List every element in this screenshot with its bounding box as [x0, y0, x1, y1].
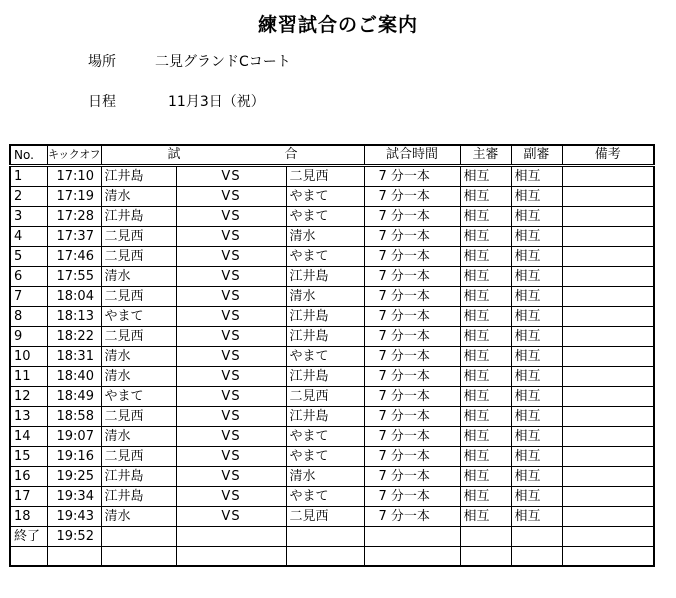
cell-kickoff-time: 17:46 [47, 247, 101, 267]
cell-note [562, 327, 654, 347]
cell-assistant-referee: 相互 [511, 166, 562, 187]
cell-note [562, 247, 654, 267]
cell-kickoff-time: 17:28 [47, 207, 101, 227]
table-row [10, 427, 654, 447]
schedule-body [10, 166, 654, 567]
cell-away-team: 二見西 [286, 387, 364, 407]
cell-away-team: 清水 [286, 287, 364, 307]
header-assistant-referee: 副審 [511, 145, 562, 166]
cell-vs: VS [176, 347, 286, 367]
cell-home-team: 清水 [101, 507, 176, 527]
cell-no: 10 [10, 347, 47, 367]
cell-kickoff-time: 19:07 [47, 427, 101, 447]
cell-home-team [101, 527, 176, 547]
cell-kickoff-time: 18:49 [47, 387, 101, 407]
table-row [10, 387, 654, 407]
cell-referee: 相互 [460, 407, 511, 427]
table-header-row [10, 145, 654, 166]
cell-home-team: やまて [101, 387, 176, 407]
cell-no: 11 [10, 367, 47, 387]
cell-home-team: 二見西 [101, 407, 176, 427]
cell-kickoff-time: 18:31 [47, 347, 101, 367]
cell-referee [460, 547, 511, 567]
cell-duration: 7 分一本 [364, 227, 460, 247]
cell-no: 12 [10, 387, 47, 407]
cell-vs: VS [176, 407, 286, 427]
cell-kickoff-time: 19:34 [47, 487, 101, 507]
cell-assistant-referee: 相互 [511, 287, 562, 307]
cell-no: 8 [10, 307, 47, 327]
cell-away-team [286, 527, 364, 547]
table-row [10, 227, 654, 247]
cell-duration: 7 分一本 [364, 447, 460, 467]
cell-away-team: 江井島 [286, 407, 364, 427]
cell-assistant-referee: 相互 [511, 487, 562, 507]
cell-kickoff-time: 19:25 [47, 467, 101, 487]
cell-kickoff-time: 19:52 [47, 527, 101, 547]
cell-note [562, 547, 654, 567]
cell-kickoff-time [47, 547, 101, 567]
table-row [10, 467, 654, 487]
cell-vs: VS [176, 307, 286, 327]
cell-assistant-referee: 相互 [511, 507, 562, 527]
table-row [10, 207, 654, 227]
cell-referee: 相互 [460, 347, 511, 367]
table-row [10, 547, 654, 567]
cell-home-team: 江井島 [101, 487, 176, 507]
venue-value: 二見グランドCコート [155, 54, 291, 70]
cell-duration: 7 分一本 [364, 247, 460, 267]
cell-note [562, 467, 654, 487]
cell-kickoff-time: 18:13 [47, 307, 101, 327]
cell-away-team: やまて [286, 187, 364, 207]
table-row [10, 187, 654, 207]
cell-home-team [101, 547, 176, 567]
cell-vs: VS [176, 367, 286, 387]
cell-no: 17 [10, 487, 47, 507]
cell-vs: VS [176, 247, 286, 267]
cell-kickoff-time: 18:40 [47, 367, 101, 387]
date-label: 日程 [88, 94, 116, 110]
cell-referee: 相互 [460, 447, 511, 467]
cell-no [10, 547, 47, 567]
cell-duration: 7 分一本 [364, 467, 460, 487]
cell-no: 15 [10, 447, 47, 467]
cell-no: 3 [10, 207, 47, 227]
cell-vs: VS [176, 327, 286, 347]
header-referee: 主審 [460, 145, 511, 166]
cell-referee: 相互 [460, 247, 511, 267]
cell-duration: 7 分一本 [364, 427, 460, 447]
cell-referee: 相互 [460, 307, 511, 327]
cell-note [562, 367, 654, 387]
cell-home-team: 二見西 [101, 287, 176, 307]
cell-away-team: 二見西 [286, 166, 364, 187]
cell-assistant-referee: 相互 [511, 327, 562, 347]
cell-kickoff-time: 19:16 [47, 447, 101, 467]
cell-note [562, 447, 654, 467]
cell-home-team: 清水 [101, 267, 176, 287]
cell-assistant-referee: 相互 [511, 447, 562, 467]
cell-no: 9 [10, 327, 47, 347]
cell-vs [176, 547, 286, 567]
cell-referee: 相互 [460, 507, 511, 527]
table-row [10, 527, 654, 547]
cell-home-team: 江井島 [101, 166, 176, 187]
cell-home-team: 清水 [101, 367, 176, 387]
cell-home-team: 二見西 [101, 447, 176, 467]
cell-away-team: やまて [286, 247, 364, 267]
cell-duration: 7 分一本 [364, 507, 460, 527]
cell-home-team: 二見西 [101, 247, 176, 267]
cell-no: 18 [10, 507, 47, 527]
cell-no: 16 [10, 467, 47, 487]
table-row [10, 367, 654, 387]
cell-no: 7 [10, 287, 47, 307]
cell-vs: VS [176, 207, 286, 227]
cell-duration: 7 分一本 [364, 347, 460, 367]
header-match: 試 合 [101, 145, 364, 166]
cell-assistant-referee: 相互 [511, 267, 562, 287]
cell-home-team: 江井島 [101, 467, 176, 487]
cell-assistant-referee: 相互 [511, 227, 562, 247]
cell-away-team: やまて [286, 347, 364, 367]
cell-assistant-referee: 相互 [511, 307, 562, 327]
page-title: 練習試合のご案内 [257, 14, 418, 36]
cell-assistant-referee: 相互 [511, 467, 562, 487]
table-row [10, 166, 654, 187]
cell-no: 14 [10, 427, 47, 447]
cell-vs: VS [176, 166, 286, 187]
cell-referee: 相互 [460, 187, 511, 207]
cell-assistant-referee: 相互 [511, 347, 562, 367]
cell-note [562, 407, 654, 427]
cell-kickoff-time: 19:43 [47, 507, 101, 527]
cell-referee: 相互 [460, 487, 511, 507]
cell-vs: VS [176, 287, 286, 307]
cell-no: 5 [10, 247, 47, 267]
cell-home-team: 清水 [101, 187, 176, 207]
cell-referee: 相互 [460, 207, 511, 227]
cell-assistant-referee: 相互 [511, 207, 562, 227]
cell-away-team: 清水 [286, 467, 364, 487]
cell-duration: 7 分一本 [364, 287, 460, 307]
cell-home-team: 江井島 [101, 207, 176, 227]
header-kickoff: キックオフ [47, 145, 101, 166]
cell-kickoff-time: 17:55 [47, 267, 101, 287]
cell-referee: 相互 [460, 267, 511, 287]
cell-no: 4 [10, 227, 47, 247]
cell-duration: 7 分一本 [364, 407, 460, 427]
cell-vs: VS [176, 507, 286, 527]
cell-home-team: 清水 [101, 427, 176, 447]
cell-no: 13 [10, 407, 47, 427]
table-row [10, 327, 654, 347]
cell-vs: VS [176, 187, 286, 207]
cell-away-team: やまて [286, 207, 364, 227]
venue-label: 場所 [88, 54, 116, 70]
cell-note [562, 187, 654, 207]
cell-no: 終了 [10, 527, 47, 547]
cell-vs: VS [176, 447, 286, 467]
cell-duration: 7 分一本 [364, 367, 460, 387]
cell-home-team: やまて [101, 307, 176, 327]
match-schedule-table [9, 144, 655, 567]
cell-referee [460, 527, 511, 547]
table-row [10, 407, 654, 427]
cell-assistant-referee: 相互 [511, 367, 562, 387]
cell-note [562, 427, 654, 447]
cell-assistant-referee: 相互 [511, 407, 562, 427]
table-row [10, 307, 654, 327]
cell-vs: VS [176, 467, 286, 487]
cell-vs: VS [176, 487, 286, 507]
cell-away-team: やまて [286, 427, 364, 447]
cell-kickoff-time: 18:04 [47, 287, 101, 307]
cell-referee: 相互 [460, 427, 511, 447]
cell-vs: VS [176, 387, 286, 407]
cell-kickoff-time: 17:37 [47, 227, 101, 247]
cell-away-team: 二見西 [286, 507, 364, 527]
header-no: No. [10, 145, 47, 166]
table-row [10, 447, 654, 467]
cell-note [562, 207, 654, 227]
table-row [10, 287, 654, 307]
cell-note [562, 166, 654, 187]
cell-vs: VS [176, 227, 286, 247]
cell-home-team: 二見西 [101, 227, 176, 247]
date-value: 11月3日（祝） [168, 94, 265, 110]
cell-referee: 相互 [460, 227, 511, 247]
cell-assistant-referee: 相互 [511, 187, 562, 207]
table-row [10, 267, 654, 287]
cell-away-team: やまて [286, 447, 364, 467]
cell-away-team: 清水 [286, 227, 364, 247]
cell-no: 1 [10, 166, 47, 187]
cell-note [562, 307, 654, 327]
table-row [10, 247, 654, 267]
table-row [10, 347, 654, 367]
cell-duration: 7 分一本 [364, 267, 460, 287]
cell-note [562, 507, 654, 527]
cell-note [562, 487, 654, 507]
cell-no: 2 [10, 187, 47, 207]
cell-duration: 7 分一本 [364, 487, 460, 507]
cell-kickoff-time: 17:10 [47, 166, 101, 187]
cell-duration: 7 分一本 [364, 187, 460, 207]
cell-assistant-referee [511, 527, 562, 547]
cell-note [562, 227, 654, 247]
cell-away-team: 江井島 [286, 267, 364, 287]
cell-away-team: やまて [286, 487, 364, 507]
cell-vs: VS [176, 267, 286, 287]
cell-duration: 7 分一本 [364, 166, 460, 187]
cell-duration: 7 分一本 [364, 207, 460, 227]
cell-referee: 相互 [460, 287, 511, 307]
header-duration: 試合時間 [364, 145, 460, 166]
cell-duration: 7 分一本 [364, 307, 460, 327]
cell-referee: 相互 [460, 367, 511, 387]
cell-note [562, 347, 654, 367]
cell-assistant-referee [511, 547, 562, 567]
table-row [10, 507, 654, 527]
header-notes: 備考 [562, 145, 654, 166]
cell-away-team: 江井島 [286, 307, 364, 327]
cell-duration: 7 分一本 [364, 387, 460, 407]
cell-kickoff-time: 18:22 [47, 327, 101, 347]
cell-assistant-referee: 相互 [511, 427, 562, 447]
cell-no: 6 [10, 267, 47, 287]
cell-referee: 相互 [460, 467, 511, 487]
cell-note [562, 267, 654, 287]
cell-duration [364, 547, 460, 567]
cell-away-team: 江井島 [286, 327, 364, 347]
cell-kickoff-time: 18:58 [47, 407, 101, 427]
cell-referee: 相互 [460, 387, 511, 407]
cell-kickoff-time: 17:19 [47, 187, 101, 207]
cell-away-team: 江井島 [286, 367, 364, 387]
cell-duration [364, 527, 460, 547]
cell-referee: 相互 [460, 166, 511, 187]
cell-vs [176, 527, 286, 547]
cell-note [562, 527, 654, 547]
cell-referee: 相互 [460, 327, 511, 347]
cell-note [562, 387, 654, 407]
cell-home-team: 清水 [101, 347, 176, 367]
cell-note [562, 287, 654, 307]
cell-duration: 7 分一本 [364, 327, 460, 347]
cell-away-team [286, 547, 364, 567]
cell-home-team: 二見西 [101, 327, 176, 347]
cell-assistant-referee: 相互 [511, 247, 562, 267]
table-row [10, 487, 654, 507]
cell-assistant-referee: 相互 [511, 387, 562, 407]
cell-vs: VS [176, 427, 286, 447]
